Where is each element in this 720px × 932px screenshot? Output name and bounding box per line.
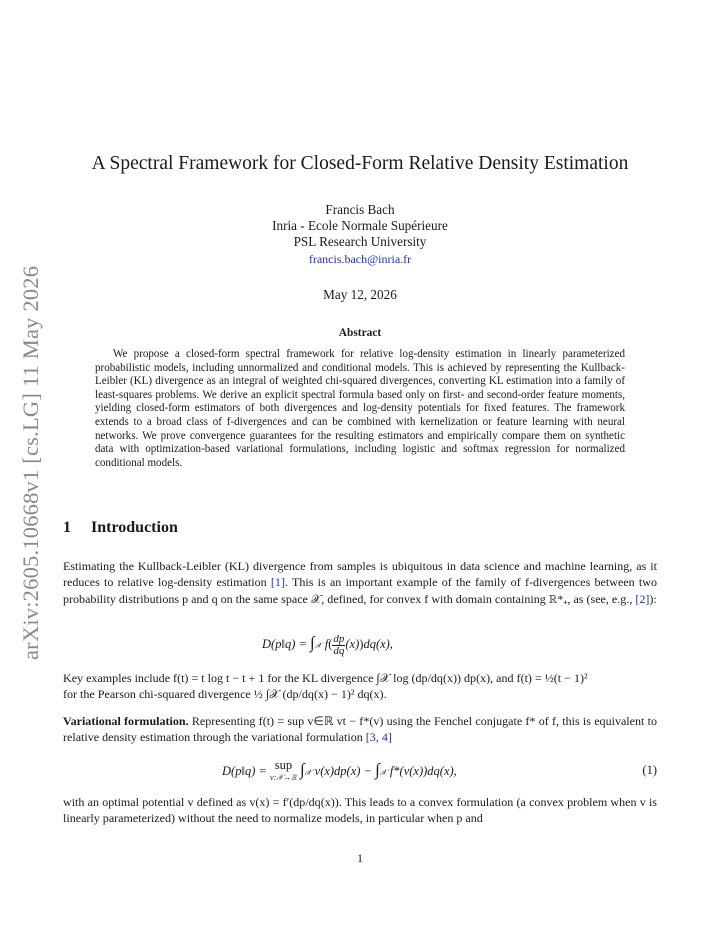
- paper-title: A Spectral Framework for Closed-Form Relative Density Estimation: [91, 153, 629, 174]
- citation-link-3[interactable]: [3, 4]: [365, 730, 392, 745]
- author-affiliation-1: Inria - Ecole Normale Supérieure: [272, 218, 448, 233]
- author-name: Francis Bach: [325, 202, 395, 217]
- arxiv-identifier-stamp: arXiv:2605.10668v1 [cs.LG] 11 May 2026: [18, 265, 43, 660]
- equation-number-1: (1): [642, 763, 657, 777]
- intro-paragraph-3: [63, 713, 657, 746]
- equation-f-divergence: D(p‖q) = ∫𝒳 f( $\frac{dp}{dq}$ (x))dq(x),: [262, 632, 393, 657]
- examples-text-line1: Key examples include f(t) = t log t − t + 1 for the KL divergence ∫𝒳 log (dp/dq(x)) dp(x), and f(t) = ½(t − 1)²: [63, 671, 588, 685]
- section-number: 1: [63, 519, 71, 536]
- variational-text: Representing f(t) = sup v∈ℝ vt − f*(v) using the Fenchel conjugate f* of f, this is equivalent to relative density estimation through the variational formulation: [63, 714, 657, 745]
- variational-heading: Variational formulation.: [63, 714, 189, 728]
- intro-text-a: Estimating the Kullback-Leibler (KL) divergence from samples is ubiquitous in data science and machine learning, as it reduces to relative log-density estimation: [63, 559, 657, 590]
- author-email-link[interactable]: francis.bach@inria.fr: [308, 252, 412, 266]
- section-heading: [63, 519, 178, 537]
- author-affiliation-2: PSL Research University: [293, 234, 427, 249]
- citation-link-1[interactable]: [1]: [270, 575, 285, 590]
- intro-paragraph-1: [63, 558, 657, 607]
- examples-text-line2: for the Pearson chi-squared divergence ½ ∫𝒳 (dp/dq(x) − 1)² dq(x).: [63, 687, 387, 702]
- citation-link-2[interactable]: [2]: [635, 591, 650, 606]
- section-title: Introduction: [91, 519, 178, 536]
- abstract-heading: Abstract: [338, 327, 382, 339]
- intro-paragraph-2: [63, 670, 657, 703]
- intro-text-c: ):: [649, 591, 657, 606]
- paper-date: May 12, 2026: [323, 287, 397, 302]
- abstract-text: We propose a closed-form spectral framework for relative log-density estimation in linearly parameterized probabilistic models, including unnormalized and conditional models. This is achieved by representing the Kullback-Leibler (KL) divergence as an integral of weighted chi-squared divergences, converting KL estimation into a family of least-squares problems. We derive an explicit spectral formula based only on first- and second-order feature moments, yielding closed-form estimators of both divergences and log-density potentials for fixed features. The framework extends to a broad class of f-divergences and can be combined with kernelization or feature learning with neural networks. We prove convergence guarantees for the resulting estimators and empirically compare them on synthetic data with optimization-based variational formulations, including logistic and softmax regression for normalized conditional models.: [95, 348, 625, 469]
- page-number: 1: [357, 851, 363, 865]
- equation-1-variational: D(p‖q) = sup v:𝒳→ℝ ∫𝒳 v(x)dp(x) − ∫𝒳 f*(v(x))dq(x),: [222, 758, 457, 782]
- intro-text-b: . This is an important example of the family of f-divergences between two probability distributions p and q on the same space 𝒳, defined, for convex f with domain containing ℝ*₊, as (see, e.g.,: [63, 575, 657, 606]
- intro-paragraph-4: with an optimal potential v defined as v(x) = f′(dp/dq(x)). This leads to a convex formulation (a convex problem when v is linearly parameterized) without the need to normalize models, in particular when p and: [63, 795, 657, 826]
